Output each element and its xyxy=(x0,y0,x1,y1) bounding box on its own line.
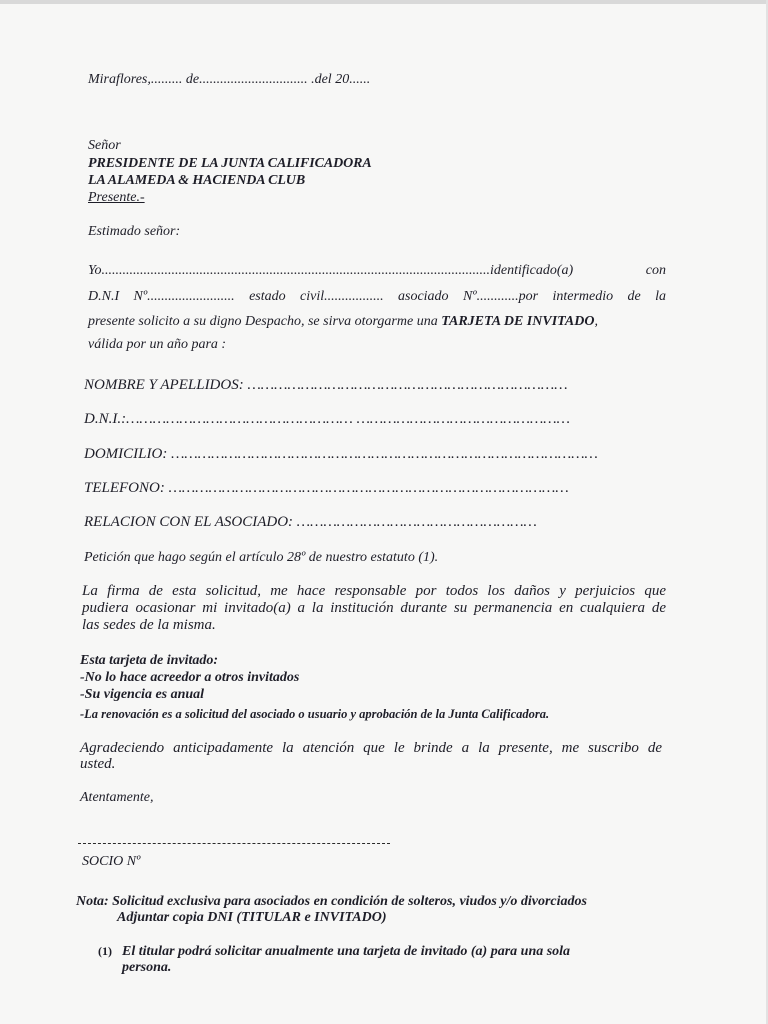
card-condition-3: -La renovación es a solicitud del asociado o usuario y aprobación de la Junta Calificadora. xyxy=(80,707,550,721)
closing-text: Atentamente, xyxy=(80,790,154,805)
request-line-2: D.N.I Nº......................... estado civil................. asociado Nº............por intermedio de la xyxy=(88,289,666,304)
thanks-line-1: Agradeciendo anticipadamente la atención que le brinde a la presente, me suscribo de xyxy=(80,740,662,756)
responsibility-line-3: las sedes de la misma. xyxy=(82,617,216,633)
scan-edge-top xyxy=(0,0,768,4)
petition-text: Petición que hago según el artículo 28º de nuestro estatuto (1). xyxy=(84,550,439,565)
date-line: Miraflores,......... de............................... .del 20...... xyxy=(88,72,371,87)
field-phone: TELEFONO: ……………………………………………………………………………… xyxy=(84,480,569,496)
recipient-title: PRESIDENTE DE LA JUNTA CALIFICADORA xyxy=(88,156,372,171)
field-relationship: RELACION CON EL ASOCIADO: ……………………………………………… xyxy=(84,514,537,530)
card-condition-2: -Su vigencia es anual xyxy=(80,687,205,702)
card-condition-1: -No lo hace acreedor a otros invitados xyxy=(80,670,300,685)
footnote-marker: (1) xyxy=(98,944,112,958)
field-address: DOMICILIO: …………………………………………………………………………………… xyxy=(84,446,598,462)
card-conditions-title: Esta tarjeta de invitado: xyxy=(80,653,219,668)
field-dni: D.N.I.:…………………………………………… ………………………………………… xyxy=(84,411,570,427)
request-line-3-end: , xyxy=(594,314,598,329)
salutation-title: Señor xyxy=(88,138,121,153)
footnote-text-1: El titular podrá solicitar anualmente una tarjeta de invitado (a) para una sola xyxy=(122,944,571,959)
responsibility-line-1: La firma de esta solicitud, me hace responsable por todos los daños y perjuicios que xyxy=(82,583,666,599)
request-line-3 xyxy=(88,313,598,331)
invitation-card-term: TARJETA DE INVITADO xyxy=(441,314,595,329)
note-line-2: Adjuntar copia DNI (TITULAR e INVITADO) xyxy=(117,910,387,925)
responsibility-line-2: pudiera ocasionar mi invitado(a) a la institución durante su permanencia en cualquiera de xyxy=(82,600,666,616)
member-number-label: SOCIO Nº xyxy=(82,854,141,869)
field-full-name: NOMBRE Y APELLIDOS: ……………………………………………………………… xyxy=(84,377,568,393)
request-line-1: Yo...............................................................................................................identificado(a) con xyxy=(88,263,666,278)
thanks-line-2: usted. xyxy=(80,756,116,772)
footnote-line-2: persona. xyxy=(122,960,172,975)
signature-line xyxy=(78,843,390,844)
request-line-4: válida por un año para : xyxy=(88,337,227,352)
present-label: Presente.- xyxy=(88,190,145,205)
note-line-1: Nota: Solicitud exclusiva para asociados en condición de solteros, viudos y/o divorciados xyxy=(76,894,587,909)
club-name: LA ALAMEDA & HACIENDA CLUB xyxy=(88,173,306,188)
request-line-3-start: presente solicito a su digno Despacho, se sirva otorgarme una xyxy=(88,314,442,329)
greeting: Estimado señor: xyxy=(88,224,181,239)
